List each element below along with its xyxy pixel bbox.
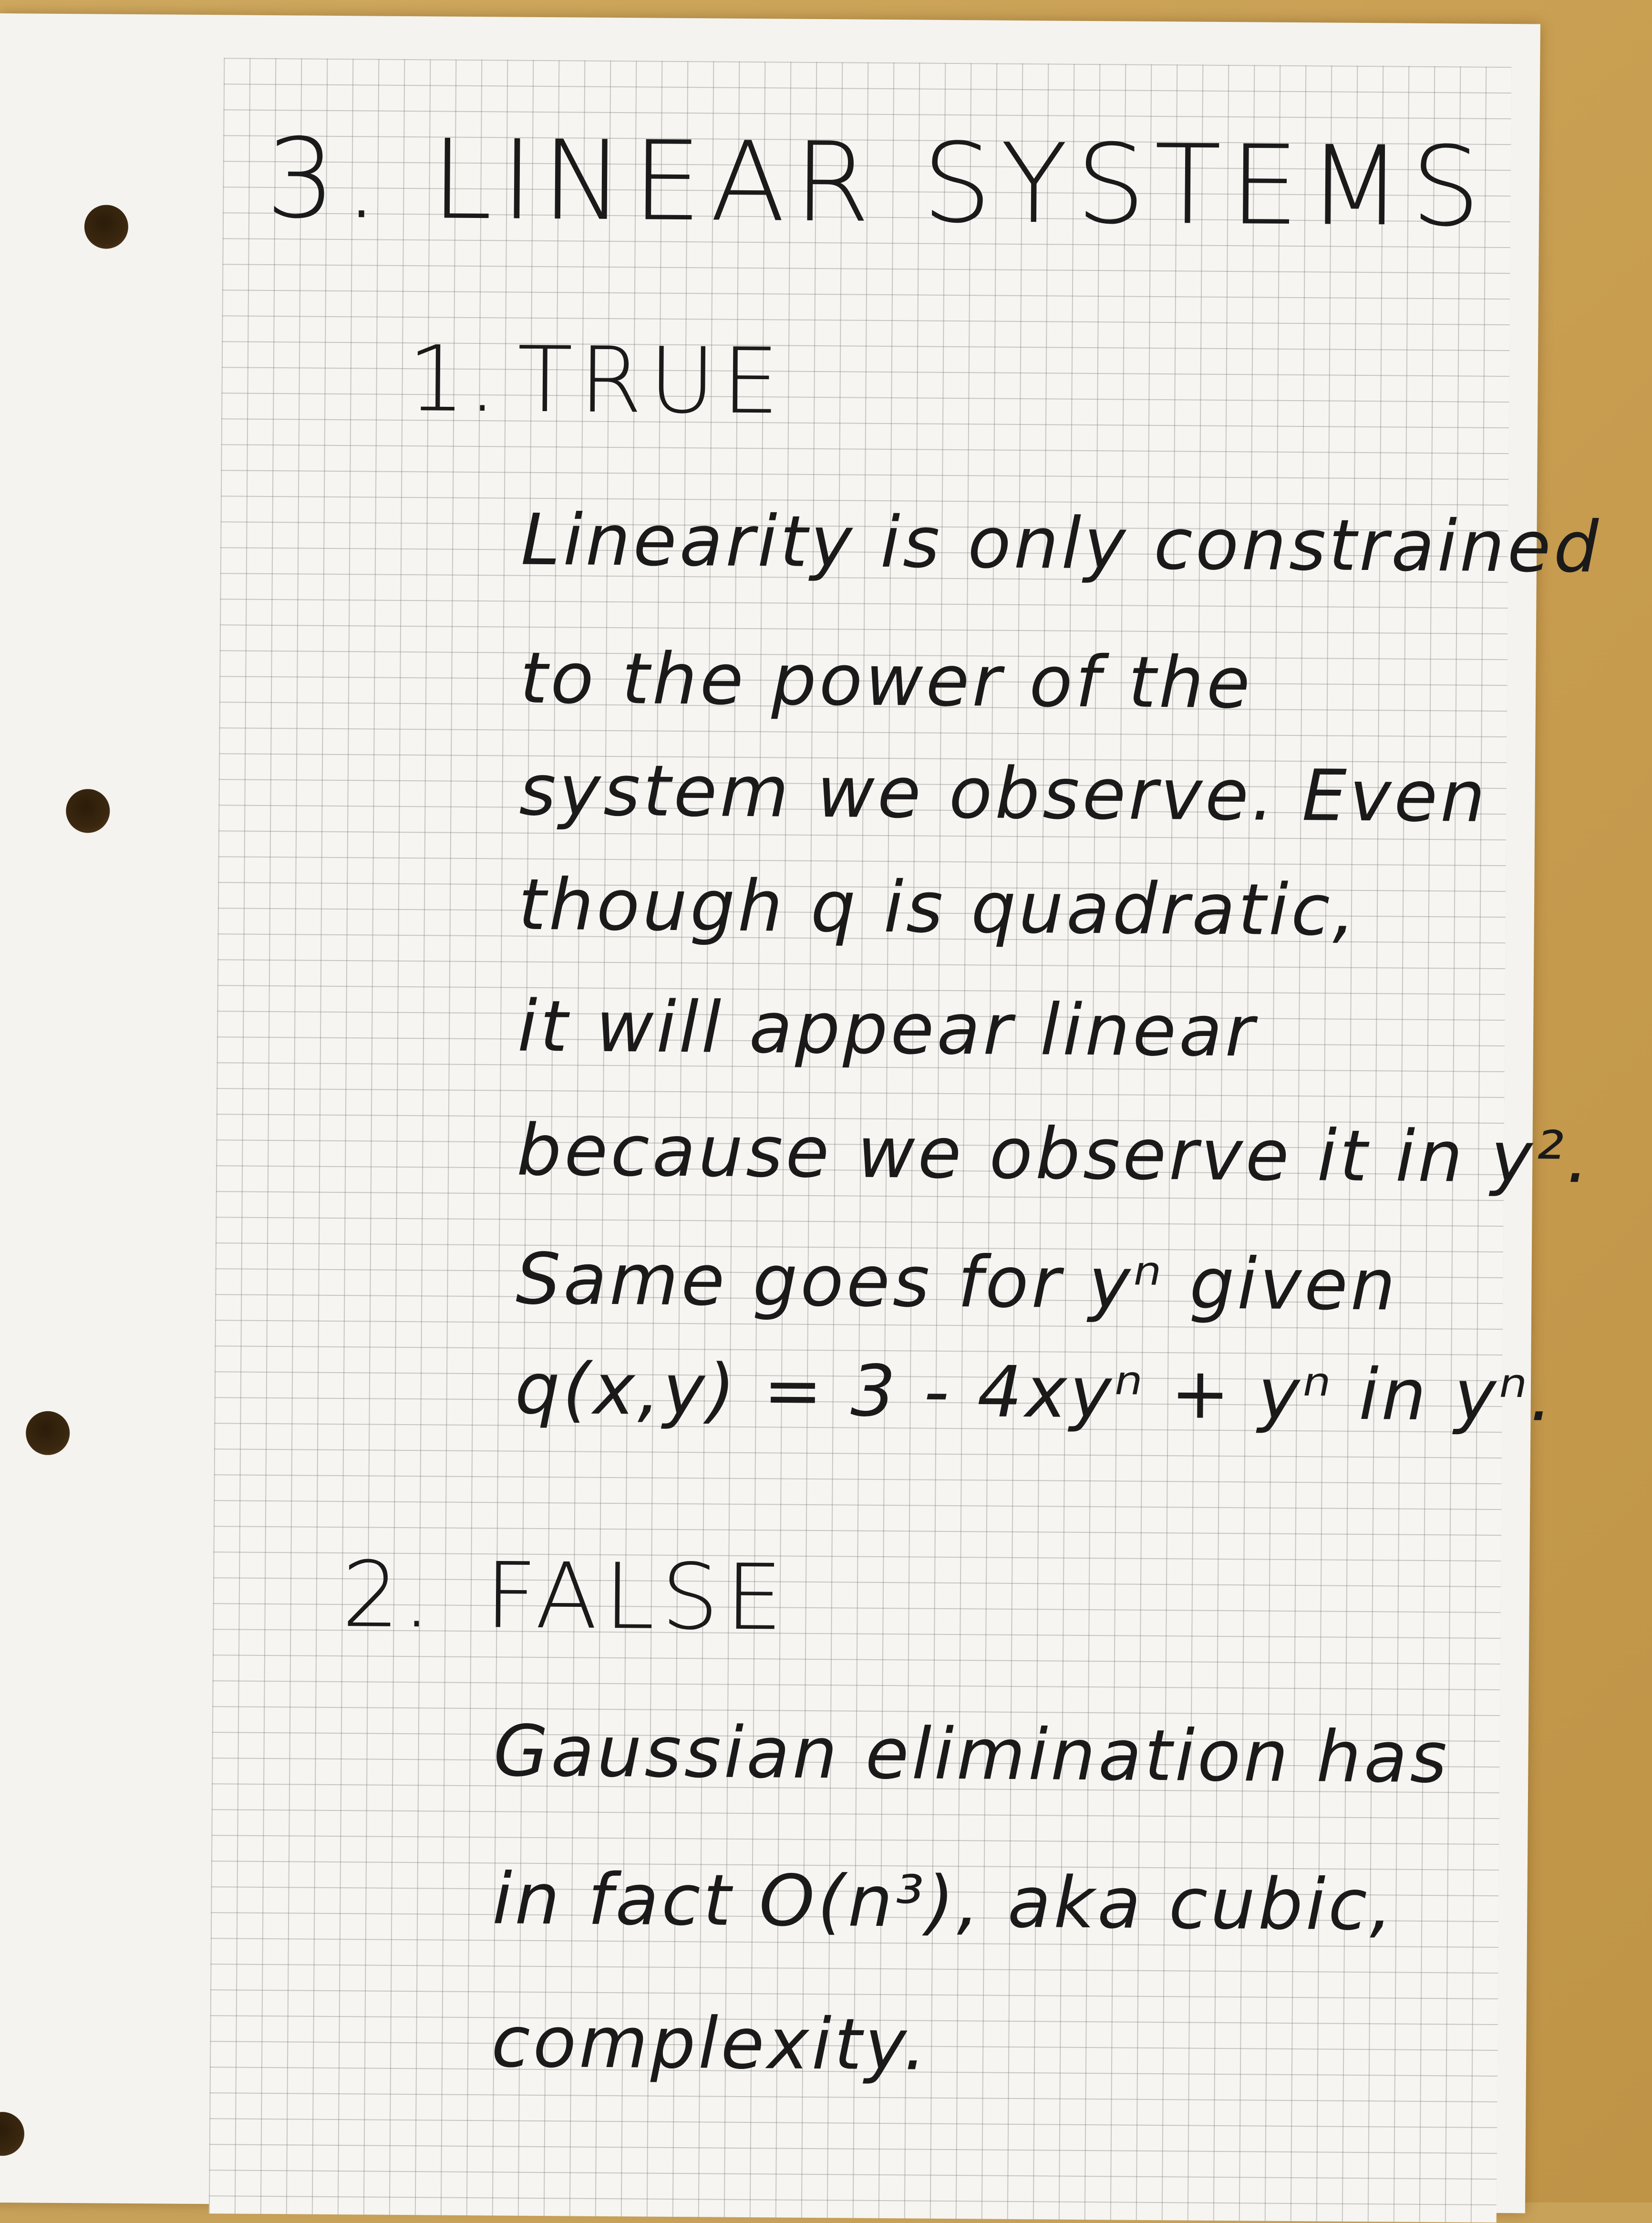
item-1-line: Same goes for yⁿ given: [515, 1238, 1399, 1326]
item-1-line: because we observe it in y².: [516, 1109, 1592, 1199]
item-2-line: in fact O(n³), aka cubic,: [492, 1858, 1396, 1946]
item-2-verdict: FALSE: [485, 1543, 790, 1651]
item-1-line: it will appear linear: [517, 985, 1258, 1073]
notebook-page: [0, 13, 1602, 2213]
punch-hole: [84, 205, 129, 249]
item-1-line: system we observe. Even: [519, 749, 1488, 838]
item-1-number: 1.: [407, 326, 500, 433]
page-title: 3. LINEAR SYSTEMS: [265, 115, 1490, 251]
item-1-line: Linearity is only constrained: [520, 498, 1602, 589]
punch-hole: [0, 2112, 24, 2156]
item-1-line: though q is quadratic,: [518, 863, 1359, 951]
item-2-number: 2.: [341, 1542, 434, 1648]
item-2-line: Gaussian elimination has: [493, 1710, 1450, 1799]
item-1-line: to the power of the: [519, 637, 1253, 724]
punch-hole: [66, 789, 110, 833]
item-1-line: q(x,y) = 3 - 4xyⁿ + yⁿ in yⁿ.: [515, 1347, 1556, 1437]
item-2-line: complexity.: [491, 2001, 930, 2086]
punch-hole: [26, 1411, 70, 1455]
item-1-verdict: TRUE: [516, 327, 786, 434]
